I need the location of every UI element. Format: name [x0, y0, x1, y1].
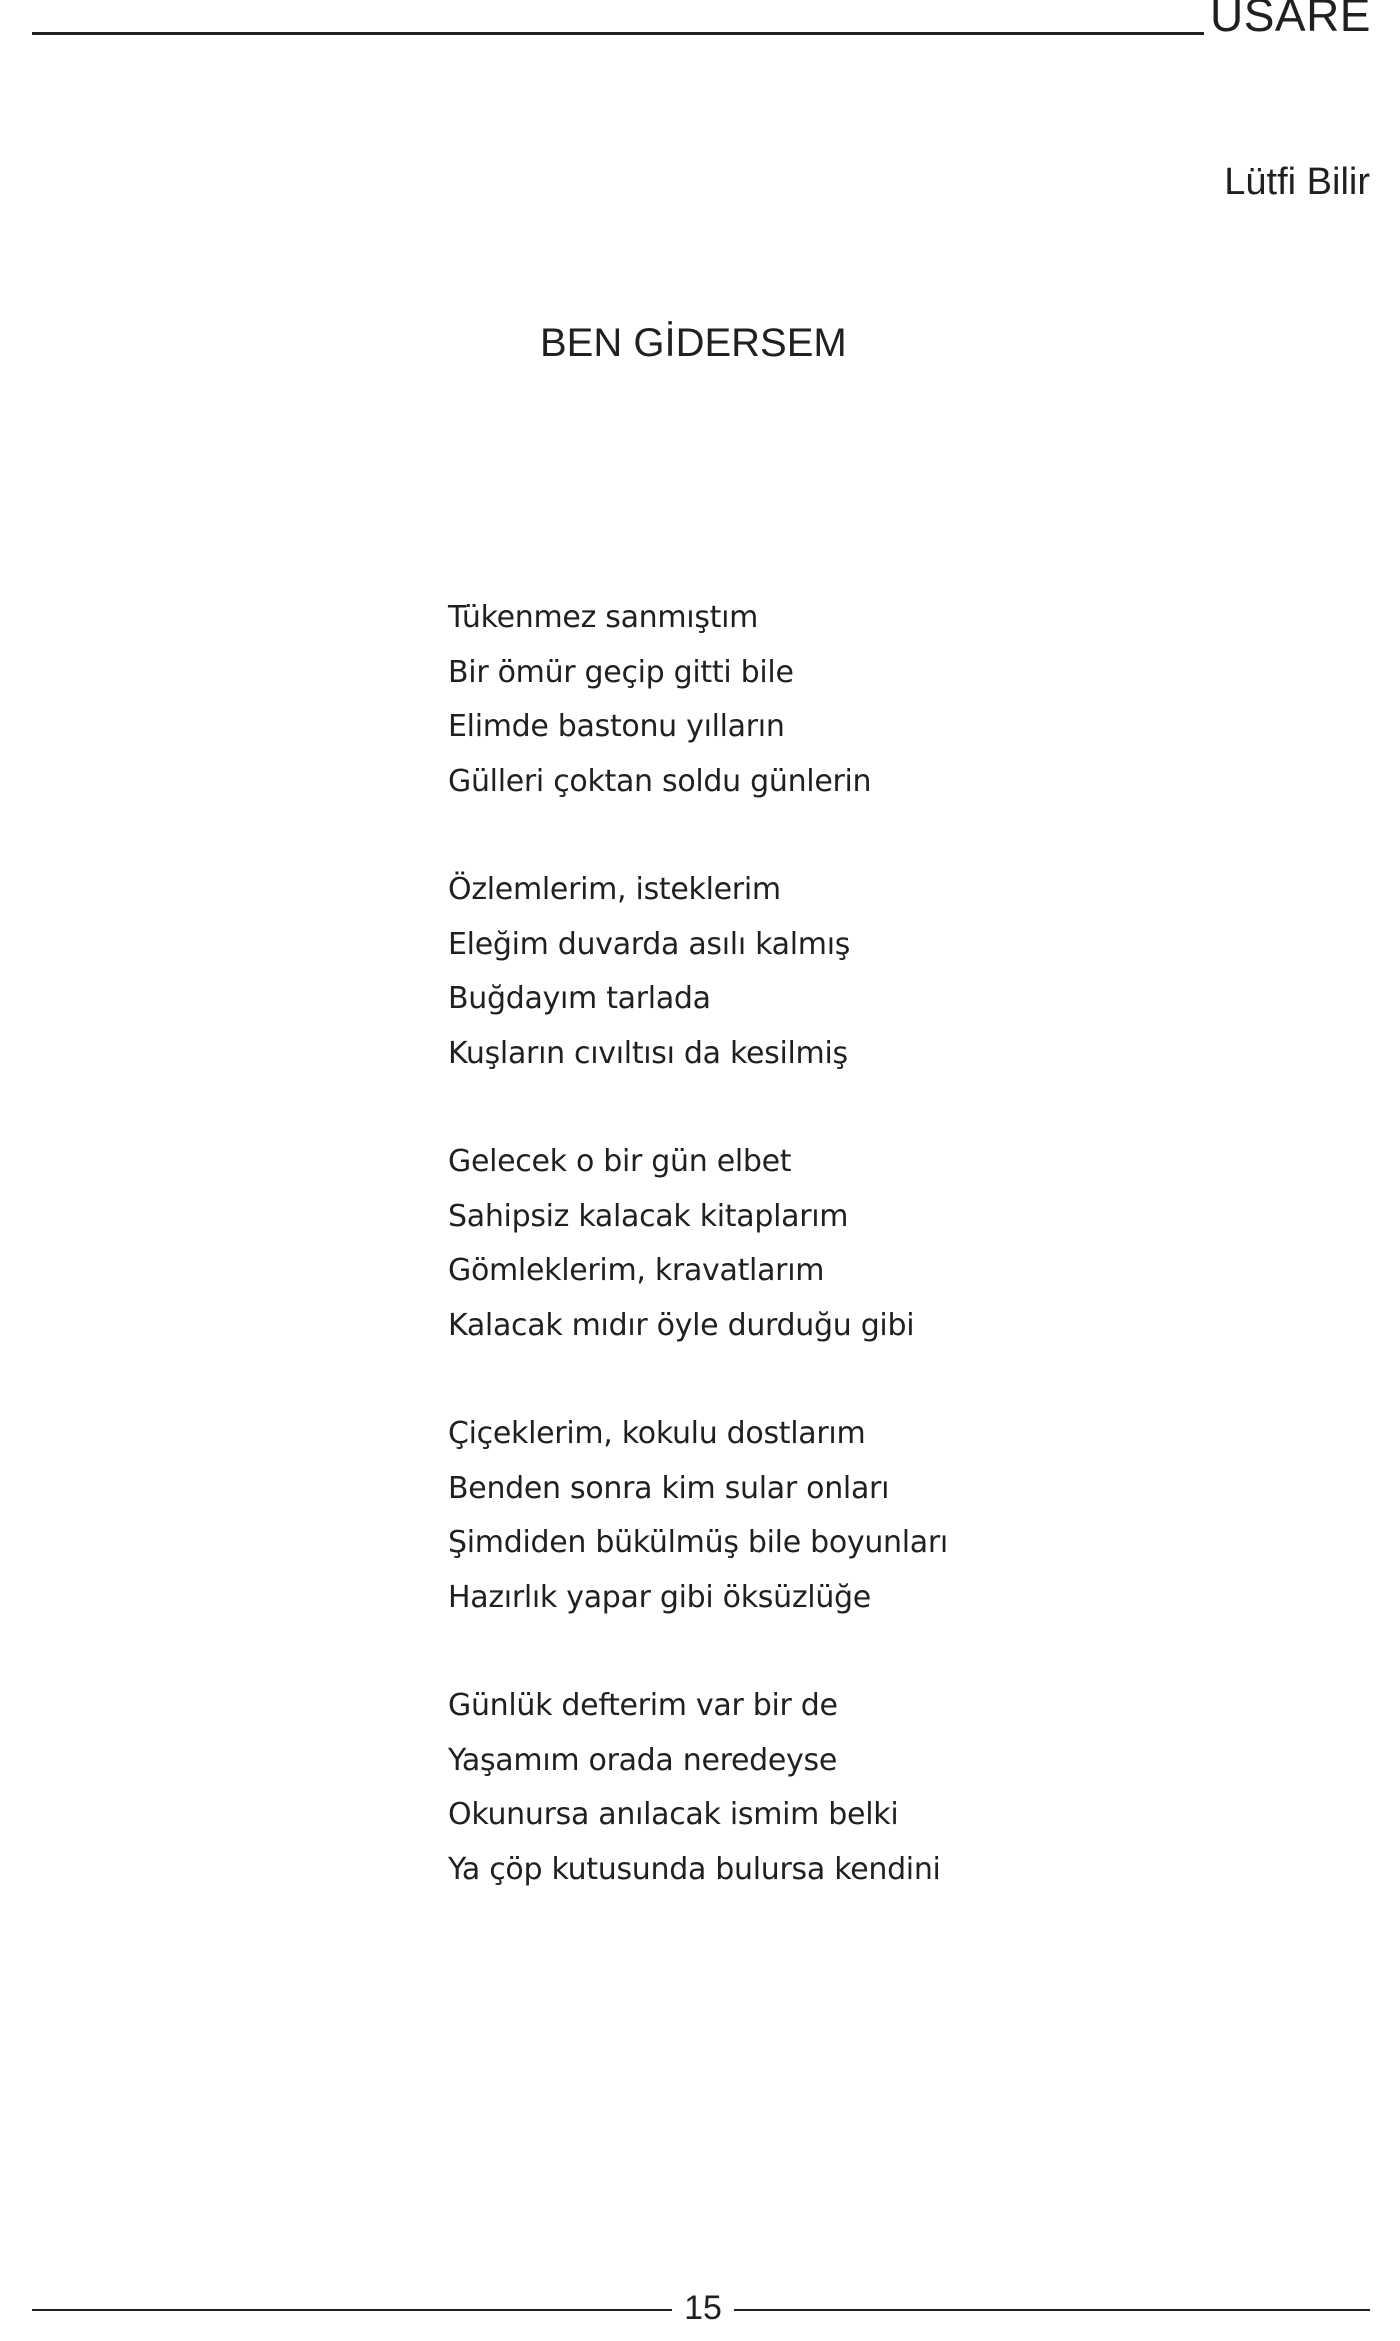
poem-line: Okunursa anılacak ismim belki: [448, 1797, 899, 1832]
page-number: 15: [684, 2289, 722, 2327]
poem-line: Bir ömür geçip gitti bile: [448, 654, 794, 690]
poem-line: Eleğim duvarda asılı kalmış: [448, 926, 851, 962]
stanza: [448, 1140, 948, 1358]
author-name: Lütfi Bilir: [1224, 161, 1370, 203]
poem-line: Gelecek o bir gün elbet: [448, 1144, 792, 1179]
poem-line: Benden sonra kim sular onları: [448, 1470, 890, 1506]
stanza: [448, 868, 948, 1086]
poem-line: Yaşamım orada neredeyse: [448, 1742, 837, 1778]
header-rule: [32, 32, 1204, 35]
stanza: [448, 596, 948, 814]
poem-line: Hazırlık yapar gibi öksüzlüğe: [448, 1579, 871, 1615]
poem-line: Kuşların cıvıltısı da kesilmiş: [448, 1035, 848, 1071]
poem-line: Şimdiden bükülmüş bile boyunları: [448, 1525, 948, 1560]
poem-line: Çiçeklerim, kokulu dostlarım: [448, 1416, 866, 1451]
poem-body: [448, 596, 948, 1956]
poem-line: Günlük defterim var bir de: [448, 1688, 838, 1723]
stanza: [448, 1684, 948, 1902]
page-footer: [32, 2288, 1370, 2328]
footer-rule-right: [734, 2309, 1370, 2311]
poem-line: Özlemlerim, isteklerim: [448, 872, 781, 907]
poem-line: Elimde bastonu yılların: [448, 709, 785, 744]
poem-title: BEN GİDERSEM: [540, 321, 847, 365]
poem-line: Tükenmez sanmıştım: [448, 600, 759, 635]
poem-line: Buğdayım tarlada: [448, 981, 711, 1016]
poem-line: Ya çöp kutusunda bulursa kendini: [448, 1851, 941, 1887]
footer-rule-left: [32, 2309, 672, 2311]
journal-name: USARE: [1210, 0, 1371, 41]
stanza: [448, 1412, 948, 1630]
poem-line: Gömleklerim, kravatlarım: [448, 1253, 825, 1288]
poem-line: Sahipsiz kalacak kitaplarım: [448, 1198, 849, 1234]
poem-line: Gülleri çoktan soldu günlerin: [448, 763, 872, 799]
poem-line: Kalacak mıdır öyle durduğu gibi: [448, 1307, 915, 1343]
